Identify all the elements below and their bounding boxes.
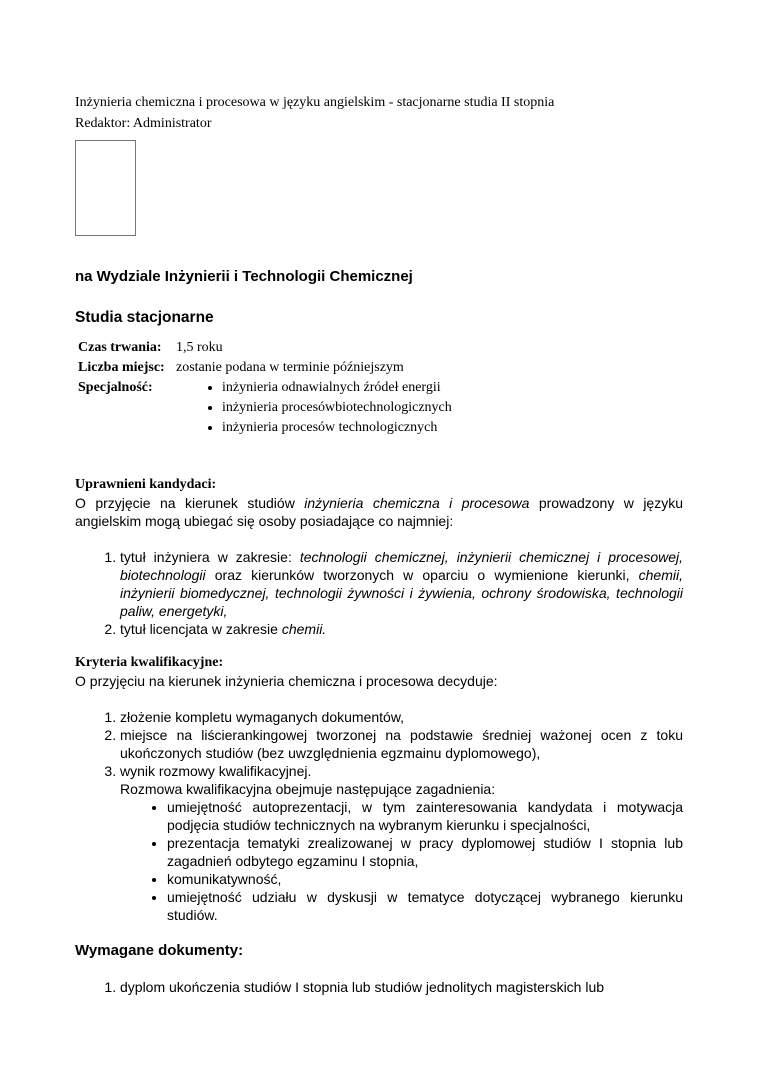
criteria-item: 2. miejsce na liścierankingowej tworzonej na podstawie średniej ważonej ocen z toku ukończonych studiów (bez uwzględnienia egzmainu dyplomowego), <box>120 726 683 762</box>
interview-topic: • umiejętność udziału w dyskusji w tematyce dotyczącej wybranego kierunku studiów. <box>167 888 683 924</box>
duration-value: 1,5 roku <box>176 340 223 355</box>
criteria-item-text: wynik rozmowy kwalifikacyjnej. <box>120 763 312 779</box>
interview-topics-list <box>120 798 683 924</box>
documents-heading: Wymagane dokumenty: <box>75 942 244 959</box>
places-row <box>78 358 404 378</box>
specialty-item: • inżynieria procesówbiotechnologicznych <box>222 398 452 418</box>
eligible-item-text: oraz kierunków tworzonych w oparciu o wymienione kierunki, <box>205 567 639 583</box>
duration-label: Czas trwania: <box>78 340 162 355</box>
eligible-item <box>120 620 683 638</box>
criteria-item: 1. złożenie kompletu wymaganych dokumentów, <box>120 708 683 726</box>
duration-row <box>78 338 223 358</box>
image-placeholder <box>75 140 136 236</box>
criteria-item <box>120 762 683 924</box>
document-header <box>75 92 554 134</box>
eligible-list <box>75 548 683 638</box>
specialties-list <box>205 378 452 438</box>
study-mode-heading: Studia stacjonarne <box>75 309 214 326</box>
eligible-item-text: tytuł licencjata w zakresie <box>120 621 282 637</box>
document-item: 1. dyplom ukończenia studiów I stopnia lub studiów jednolitych magisterskich lub <box>120 978 683 996</box>
eligible-item <box>120 548 683 620</box>
eligible-item-italic: chemii, inżynierii biomedycznej, technologii żywności i żywienia, ochrony środowiska, technologii paliw, energetyki, <box>120 567 683 619</box>
eligible-heading: Uprawnieni kandydaci: <box>75 477 217 492</box>
criteria-heading: Kryteria kwalifikacyjne: <box>75 655 224 670</box>
interview-topic: • umiejętność autoprezentacji, w tym zainteresowania kandydata i motywacja podjęcia studiów technicznych na wybranym kierunku i specjalności, <box>167 798 683 834</box>
criteria-intro: O przyjęciu na kierunek inżynieria chemiczna i procesowa decyduje: <box>75 673 498 689</box>
specialty-item: • inżynieria odnawialnych źródeł energii <box>222 378 452 398</box>
specialties-row <box>78 378 153 398</box>
faculty-heading: na Wydziale Inżynierii i Technologii Chemicznej <box>75 268 413 285</box>
specialty-item: • inżynieria procesów technologicznych <box>222 418 452 438</box>
criteria-list <box>75 708 683 924</box>
interview-intro: Rozmowa kwalifikacyjna obejmuje następujące zagadnienia: <box>120 781 496 797</box>
editor-line: Redaktor: Administrator <box>75 116 212 131</box>
places-label: Liczba miejsc: <box>78 360 165 375</box>
eligible-section <box>75 476 683 638</box>
eligible-intro-italic: inżynieria chemiczna i procesowa <box>304 495 530 511</box>
eligible-intro-text: prowadzony w języku angielskim mogą ubiegać się osoby posiadające co najmniej: <box>75 495 683 529</box>
eligible-intro <box>75 494 683 530</box>
criteria-section <box>75 654 683 924</box>
specialties-label: Specjalność: <box>78 380 153 395</box>
eligible-item-italic: chemii. <box>281 621 327 637</box>
interview-topic: • prezentacja tematyki zrealizowanej w pracy dyplomowej studiów I stopnia lub zagadnień odbytego egzaminu I stopnia, <box>167 834 683 870</box>
eligible-item-text: tytuł inżyniera w zakresie: <box>120 549 300 565</box>
documents-section <box>75 942 683 996</box>
interview-topic: • komunikatywność, <box>167 870 683 888</box>
eligible-intro-text: O przyjęcie na kierunek studiów <box>75 495 305 511</box>
document-title: Inżynieria chemiczna i procesowa w języku angielskim - stacjonarne studia II stopnia <box>75 95 555 110</box>
eligible-item-italic: technologii chemicznej, inżynierii chemicznej i procesowej, biotechnologii <box>120 549 683 583</box>
places-value: zostanie podana w terminie późniejszym <box>176 360 404 375</box>
documents-list <box>75 978 683 996</box>
